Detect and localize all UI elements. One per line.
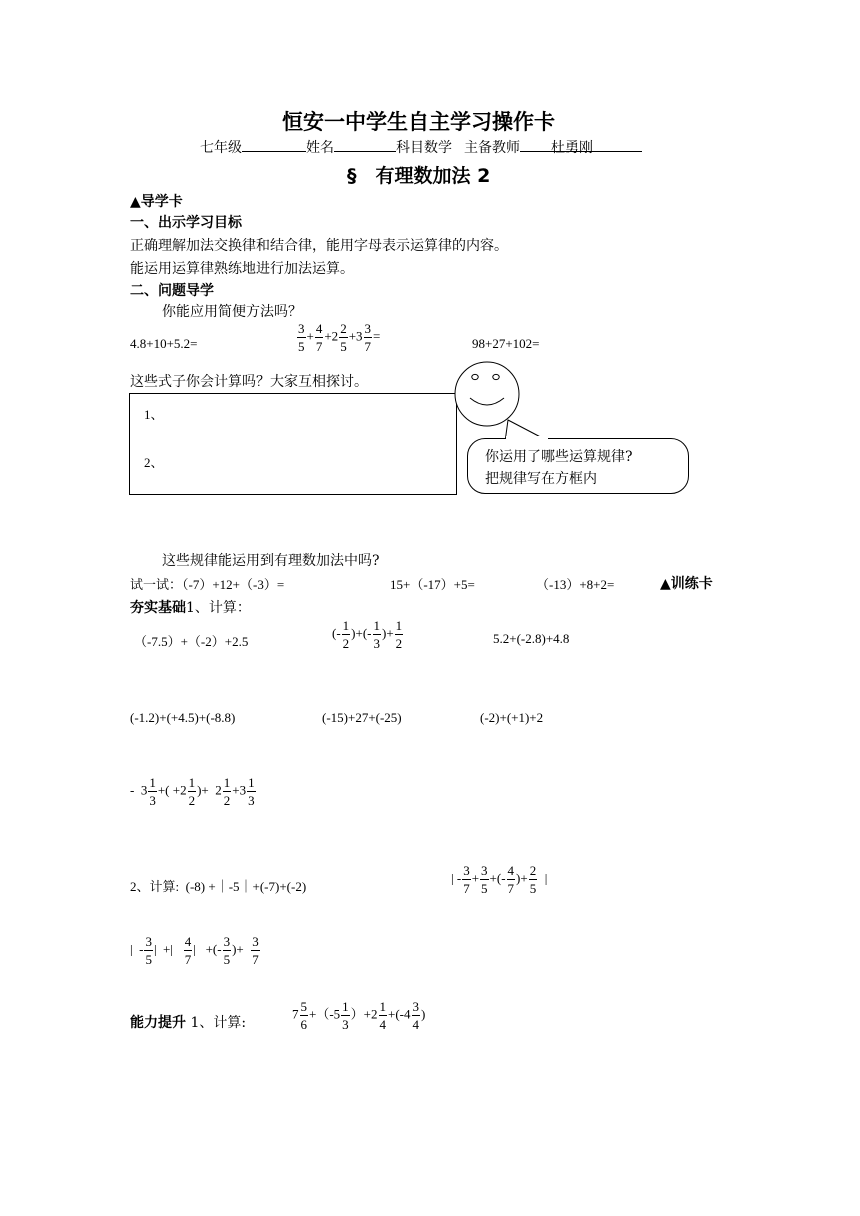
info-line bbox=[200, 137, 642, 157]
goals-heading: 一、出示学习目标 bbox=[130, 215, 242, 231]
row2-expr-3: (-2)+(+1)+2 bbox=[480, 710, 544, 725]
row3-expr: - 3 $\frac{1}{3}$ +( +2 $\frac{1}{2}$ )+ 2 $\frac{1}{2}$ +3 $\frac{1}{3}$ bbox=[130, 775, 255, 808]
bubble-line-1: 你运用了哪些运算规律? bbox=[485, 449, 633, 465]
try-label: 试一试： bbox=[130, 577, 183, 592]
q2-label: 2、计算: bbox=[130, 879, 180, 894]
row2-expr-1: (-1.2)+(+4.5)+(-8.8) bbox=[130, 710, 236, 725]
q2-line bbox=[130, 876, 306, 895]
bubble-line-2: 把规律写在方框内 bbox=[485, 471, 597, 487]
q1-label: 1、计算： bbox=[186, 600, 251, 616]
name-label: 姓名 bbox=[306, 140, 334, 156]
box-item-2: 2、 bbox=[144, 455, 164, 470]
q2-expression-2: | - $\frac{3}{7}$ + $\frac{3}{5}$ +(- $\frac{4}{7}$ )+ $\frac{2}{5}$ | bbox=[451, 863, 548, 896]
try-line bbox=[130, 574, 284, 593]
goal-1: 正确理解加法交换律和结合律，能用字母表示运算律的内容。 bbox=[130, 238, 508, 254]
row1-expr-1: （-7.5）+（-2）+2.5 bbox=[134, 634, 249, 649]
apply-question: 这些规律能运用到有理数加法中吗? bbox=[162, 553, 380, 569]
bubble-tail-cover bbox=[500, 436, 560, 440]
lesson-title: § 有理数加法 2 bbox=[347, 165, 491, 187]
goal-2: 能运用运算律熟练地进行加法运算。 bbox=[130, 261, 354, 277]
teacher-label: 主备教师 bbox=[464, 140, 520, 156]
advance-label: 能力提升 bbox=[130, 1015, 186, 1031]
row2-expr-2: (-15)+27+(-25) bbox=[322, 710, 402, 725]
row1-expr-2: (- $\frac{1}{2}$ )+(- $\frac{1}{3}$ )+ $\frac{1}{2}$ bbox=[332, 618, 403, 651]
basics-label: 夯实基础 bbox=[130, 600, 186, 616]
try-expression-3: （-13）+8+2= bbox=[536, 577, 615, 592]
row1-expr-3: 5.2+(-2.8)+4.8 bbox=[493, 631, 570, 646]
discuss-text: 这些式子你会计算吗？大家互相探讨。 bbox=[130, 374, 368, 390]
speech-bubble bbox=[467, 438, 689, 494]
q2-expression-3: | - $\frac{3}{5}$ | +| $\frac{4}{7}$ | +(- $\frac{3}{5}$ )+ $\frac{3}{7}$ bbox=[130, 934, 259, 967]
blank-name[interactable] bbox=[334, 137, 396, 152]
expression-2: $\frac{3}{5}$ + $\frac{4}{7}$ +2 $\frac{2}{5}$ +3 $\frac{3}{7}$ = bbox=[298, 321, 381, 354]
subject-label: 科目数学 bbox=[396, 140, 452, 156]
blank-grade[interactable] bbox=[242, 137, 306, 152]
training-section-heading: ▲训练卡 bbox=[660, 576, 713, 592]
try-expression-1: （-7）+12+（-3）= bbox=[182, 577, 285, 592]
advance-expression: 7 $\frac{5}{6}$ +（-5 $\frac{1}{3}$ ）+2 $\frac{1}{4}$ +(-4 $\frac{3}{4}$ ) bbox=[292, 999, 426, 1032]
basics-line bbox=[130, 597, 251, 617]
advance-q1-label: 1、计算: bbox=[190, 1015, 247, 1031]
grade-label: 七年级 bbox=[200, 140, 242, 156]
try-expression-2: 15+（-17）+5= bbox=[390, 577, 475, 592]
questions-heading: 二、问题导学 bbox=[130, 283, 214, 299]
expression-1: 4.8+10+5.2= bbox=[130, 336, 198, 351]
box-item-1: 1、 bbox=[144, 407, 164, 422]
teacher-name: 杜勇刚 bbox=[520, 137, 642, 152]
prompt-text: 你能应用简便方法吗？ bbox=[162, 304, 302, 320]
page-title: 恒安一中学生自主学习操作卡 bbox=[282, 110, 555, 134]
expression-3: 98+27+102= bbox=[472, 336, 540, 351]
guide-section-heading: ▲导学卡 bbox=[130, 194, 183, 210]
q2-expression: (-8) +｜-5｜+(-7)+(-2) bbox=[185, 879, 307, 894]
advance-line bbox=[130, 1012, 246, 1032]
answer-box[interactable] bbox=[129, 393, 457, 495]
